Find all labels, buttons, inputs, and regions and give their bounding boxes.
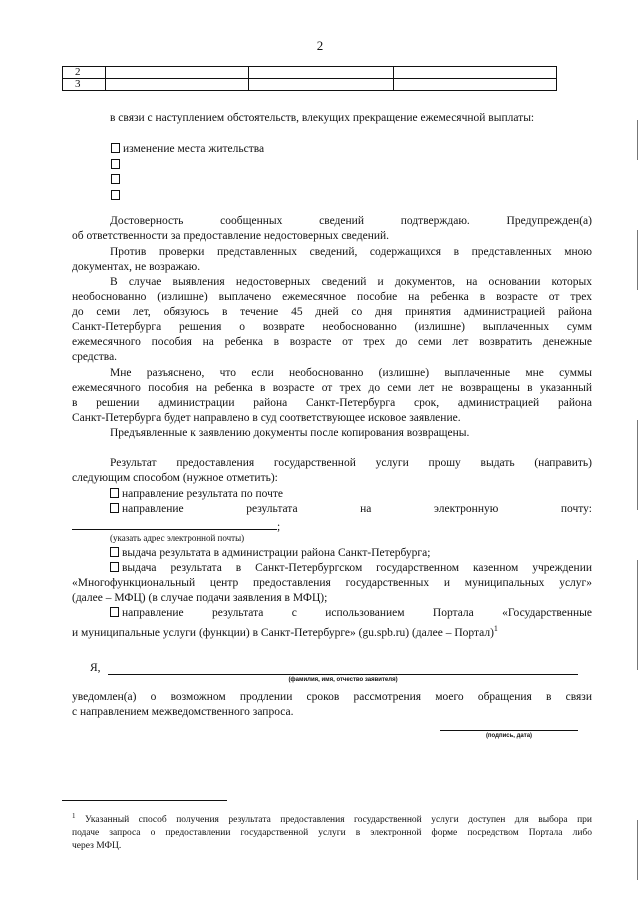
email-underline[interactable]	[72, 517, 277, 530]
paragraph-line: уведомлен(а) о возможном продлении сроков рассмотрения моего обращения в связи	[72, 691, 592, 703]
paragraph-line: Результат предоставления государственной услуги прошу выдать (направить)	[110, 457, 592, 469]
option-label: выдача результата в Санкт-Петербургском государственном казенном учреждении	[122, 562, 592, 574]
option-post[interactable]	[110, 487, 283, 502]
option-admin[interactable]	[110, 546, 430, 561]
checkbox[interactable]	[111, 174, 120, 184]
paragraph-line: В случае выявления недостоверных сведений и документов, на основании которых	[110, 276, 592, 288]
option-label: почту:	[560, 503, 592, 515]
paragraph-line: с направлением межведомственного запроса.	[72, 706, 294, 718]
table-cell	[249, 79, 394, 91]
paragraph-line: Против проверки представленных сведений, содержащихся в представленных мною	[110, 246, 592, 258]
option-mfc[interactable]	[72, 561, 592, 606]
footnote-text: Указанный способ получения результата предоставления государственной услуги доступен для выбора при	[84, 815, 593, 826]
table-row	[63, 67, 557, 79]
option-label: направление результата по почте	[122, 488, 284, 500]
scan-edge-mark	[637, 230, 638, 290]
option-label: «Многофункциональный центр предоставления государственных и муниципальных услуг»	[72, 577, 592, 589]
option-label: (далее – МФЦ) (в случае подачи заявления в МФЦ);	[72, 592, 328, 604]
table-cell-num: 3	[63, 79, 106, 91]
checkbox[interactable]	[110, 607, 119, 617]
checkbox[interactable]	[110, 488, 119, 498]
checkbox[interactable]	[111, 143, 120, 153]
scan-edge-mark	[637, 420, 638, 510]
paragraph-line: ежемесячного пособия на ребенка в возрасте от трех до семи лет не возвращены в указанный	[72, 382, 592, 394]
footnote-ref: 1	[493, 624, 498, 633]
paragraph-line: Санкт-Петербурга решения о возврате необоснованно (излишне) выплаченных сумм	[72, 321, 592, 333]
checkbox[interactable]	[110, 547, 119, 557]
table-cell	[106, 79, 249, 91]
option-portal[interactable]	[72, 606, 592, 641]
circumstances-checklist	[111, 142, 264, 204]
option-label: направление	[122, 503, 184, 515]
paragraph-line: в решении администрации района Санкт-Петербурга срок, администрацией района	[72, 397, 592, 409]
no-objection-paragraph	[72, 245, 592, 275]
checkbox[interactable]	[110, 562, 119, 572]
applicant-name-line[interactable]	[108, 674, 578, 675]
table-cell-num: 2	[63, 67, 106, 79]
option-label: на	[360, 503, 372, 515]
notified-paragraph	[72, 690, 592, 720]
footnote	[72, 810, 592, 853]
checkbox[interactable]	[111, 190, 120, 200]
paragraph-line: Мне разъяснено, что если необоснованно (излишне) выплаченные мне суммы	[110, 367, 592, 379]
checkbox[interactable]	[110, 503, 119, 513]
option-label: направление результата с использованием Портала «Государственные	[122, 607, 592, 619]
applicant-label: Я,	[90, 662, 101, 674]
paragraph-line: документах, не возражаю.	[72, 261, 201, 273]
footnote-text: через МФЦ.	[72, 841, 122, 852]
checkbox[interactable]	[111, 159, 120, 169]
email-hint: (указать адрес электронной почты)	[110, 533, 245, 543]
footnote-text: подаче запроса о предоставлении государственной услуги в электронной форме посредством Портала либо	[72, 828, 592, 839]
scan-edge-mark	[637, 120, 638, 160]
checklist-item[interactable]	[111, 158, 264, 174]
option-label: электронную	[434, 503, 499, 515]
paragraph-line: следующим способом (нужное отметить):	[72, 472, 278, 484]
refund-obligation-paragraph	[72, 275, 592, 365]
footnote-separator	[62, 800, 227, 801]
attestation-line: Достоверность сообщенных сведений подтверждаю. Предупрежден(а)	[110, 215, 592, 227]
paragraph-line: Санкт-Петербурга будет направлено в суд соответствующее исковое заявление.	[72, 412, 461, 424]
court-notice-paragraph	[72, 366, 592, 426]
payments-table	[62, 66, 557, 91]
paragraph-line: необоснованно (излишне) выплачено ежемесячное пособие на ребенка в возрасте от трех	[72, 291, 592, 303]
circumstances-heading: в связи с наступлением обстоятельств, влекущих прекращение ежемесячной выплаты:	[110, 112, 535, 124]
table-cell	[249, 67, 394, 79]
checklist-item[interactable]	[111, 173, 264, 189]
table-cell	[394, 67, 557, 79]
footnote-mark: 1	[72, 812, 76, 820]
email-suffix: ;	[277, 521, 281, 533]
attestation-line: об ответственности за предоставление недостоверных сведений.	[72, 230, 390, 242]
applicant-name-caption: (фамилия, имя, отчество заявителя)	[288, 677, 398, 683]
paragraph-line: средства.	[72, 351, 118, 363]
page-number: 2	[316, 38, 324, 53]
signature-caption: (подпись, дата)	[485, 733, 533, 739]
checklist-item[interactable]	[111, 142, 264, 158]
docs-returned-note: Предъявленные к заявлению документы после копирования возвращены.	[110, 427, 470, 439]
attestation	[72, 214, 592, 244]
scan-edge-mark	[637, 820, 638, 880]
option-label: результата	[246, 503, 298, 515]
signature-line[interactable]	[440, 730, 578, 731]
result-request	[72, 456, 592, 486]
paragraph-line: ежемесячного пособия на ребенка в возрасте от трех до семи лет возвратить денежные	[72, 336, 592, 348]
option-label: и муниципальные услуги (функции) в Санкт-Петербурге» (gu.spb.ru) (далее – Портал)	[72, 626, 494, 639]
paragraph-line: до семи лет, обязуюсь в течение 45 дней со дня принятия администрацией района	[72, 306, 592, 318]
table-cell	[106, 67, 249, 79]
option-label: выдача результата в администрации района Санкт-Петербурга;	[122, 547, 431, 559]
scan-edge-mark	[637, 560, 638, 670]
checklist-label: изменение места жительства	[123, 143, 265, 155]
checklist-item[interactable]	[111, 189, 264, 205]
table-row	[63, 79, 557, 91]
table-cell	[394, 79, 557, 91]
option-email[interactable]	[110, 502, 592, 517]
